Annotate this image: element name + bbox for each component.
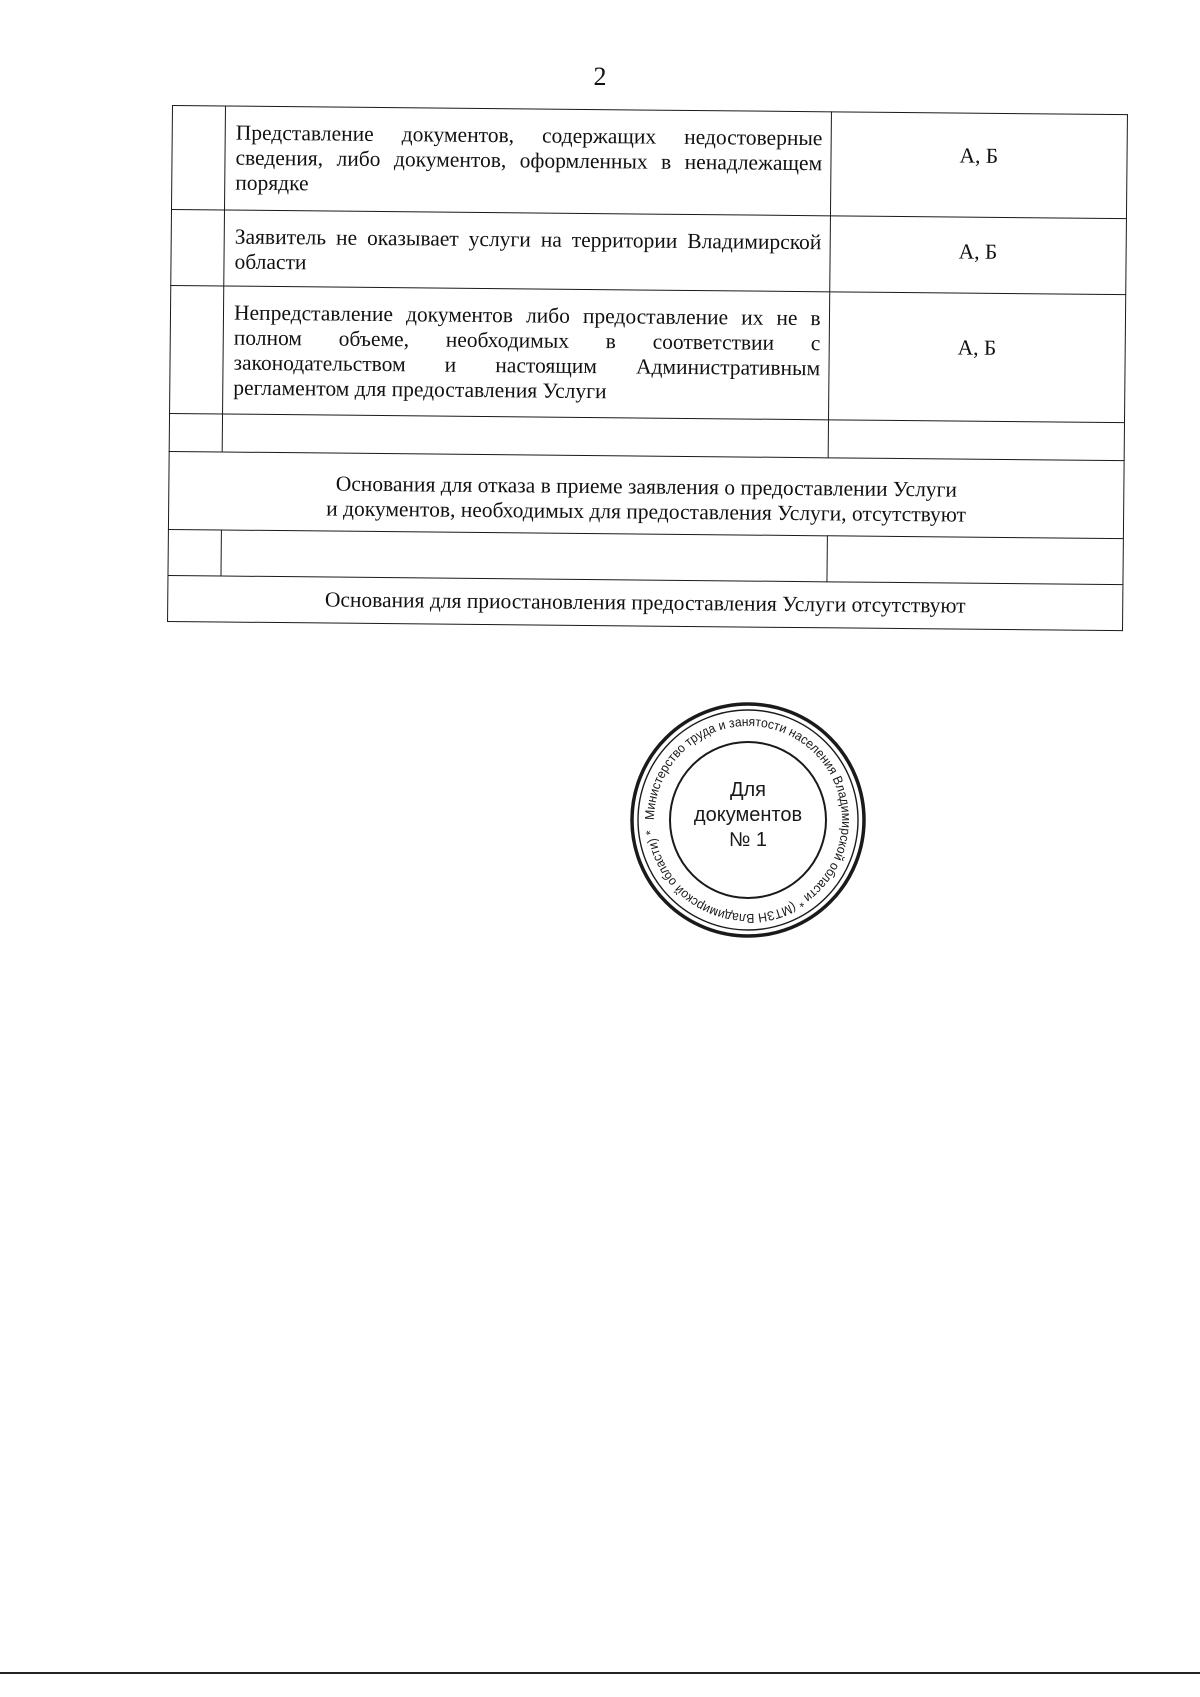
suspension-cell	[168, 575, 1123, 630]
category-cell	[830, 112, 1127, 219]
stamp-line-3: № 1	[728, 829, 768, 851]
reason-cell	[222, 414, 828, 458]
table-row	[171, 106, 1127, 219]
reason-text: Заявитель не оказывает услуги на территории Владимирской области	[234, 224, 822, 275]
refusal-text	[169, 452, 1124, 535]
table-row	[171, 209, 1127, 294]
category-cell	[828, 292, 1126, 423]
table-row	[170, 285, 1126, 422]
reason-cell	[223, 286, 830, 420]
reason-cell	[221, 530, 827, 582]
stamp-line-1: Для	[729, 779, 767, 801]
reason-text: Представление документов, содержащих недостоверные сведения, либо документов, оформленных в ненадлежащем порядке	[235, 120, 823, 196]
stamp-center-text	[628, 778, 868, 853]
grounds-table	[167, 105, 1128, 631]
category-cell	[828, 420, 1125, 461]
svg-text:Министерство труда и занятости: Министерство труда и занятости населения Владимирской области * (МТЗН Владимирской области) *	[641, 713, 855, 927]
category-cell	[827, 536, 1124, 585]
reason-text: Непредставление документов либо предоставление их не в полном объеме, необходимых в соответствии с законодательством и настоящим Административным регламентом для предоставления Услуги	[233, 300, 821, 404]
suspension-text: Основания для приостановления предоставления Услуги отсутствуют	[324, 587, 966, 618]
page-number: 2	[593, 62, 607, 91]
category-text: А, Б	[957, 335, 997, 360]
row-number-cell	[171, 106, 225, 211]
category-text: А, Б	[958, 239, 998, 264]
row-number-cell	[169, 413, 222, 452]
category-text: А, Б	[959, 143, 999, 168]
row-number-cell	[171, 209, 225, 286]
bottom-divider	[0, 1672, 1200, 1674]
refusal-cell	[168, 451, 1124, 538]
official-stamp	[628, 700, 868, 940]
table-row-span	[168, 451, 1124, 538]
refusal-line-2: и документов, необходимых для предоставления Услуги, отсутствуют	[326, 496, 967, 527]
refusal-line-1: Основания для отказа в приеме заявления о предоставлении Услуги	[335, 471, 958, 502]
row-number-cell	[170, 285, 224, 414]
stamp-line-2: документов	[693, 804, 803, 826]
reason-cell	[224, 210, 830, 292]
table-row-span	[168, 575, 1123, 630]
category-cell	[829, 216, 1126, 295]
row-number-cell	[168, 529, 221, 576]
reason-cell	[225, 106, 832, 216]
